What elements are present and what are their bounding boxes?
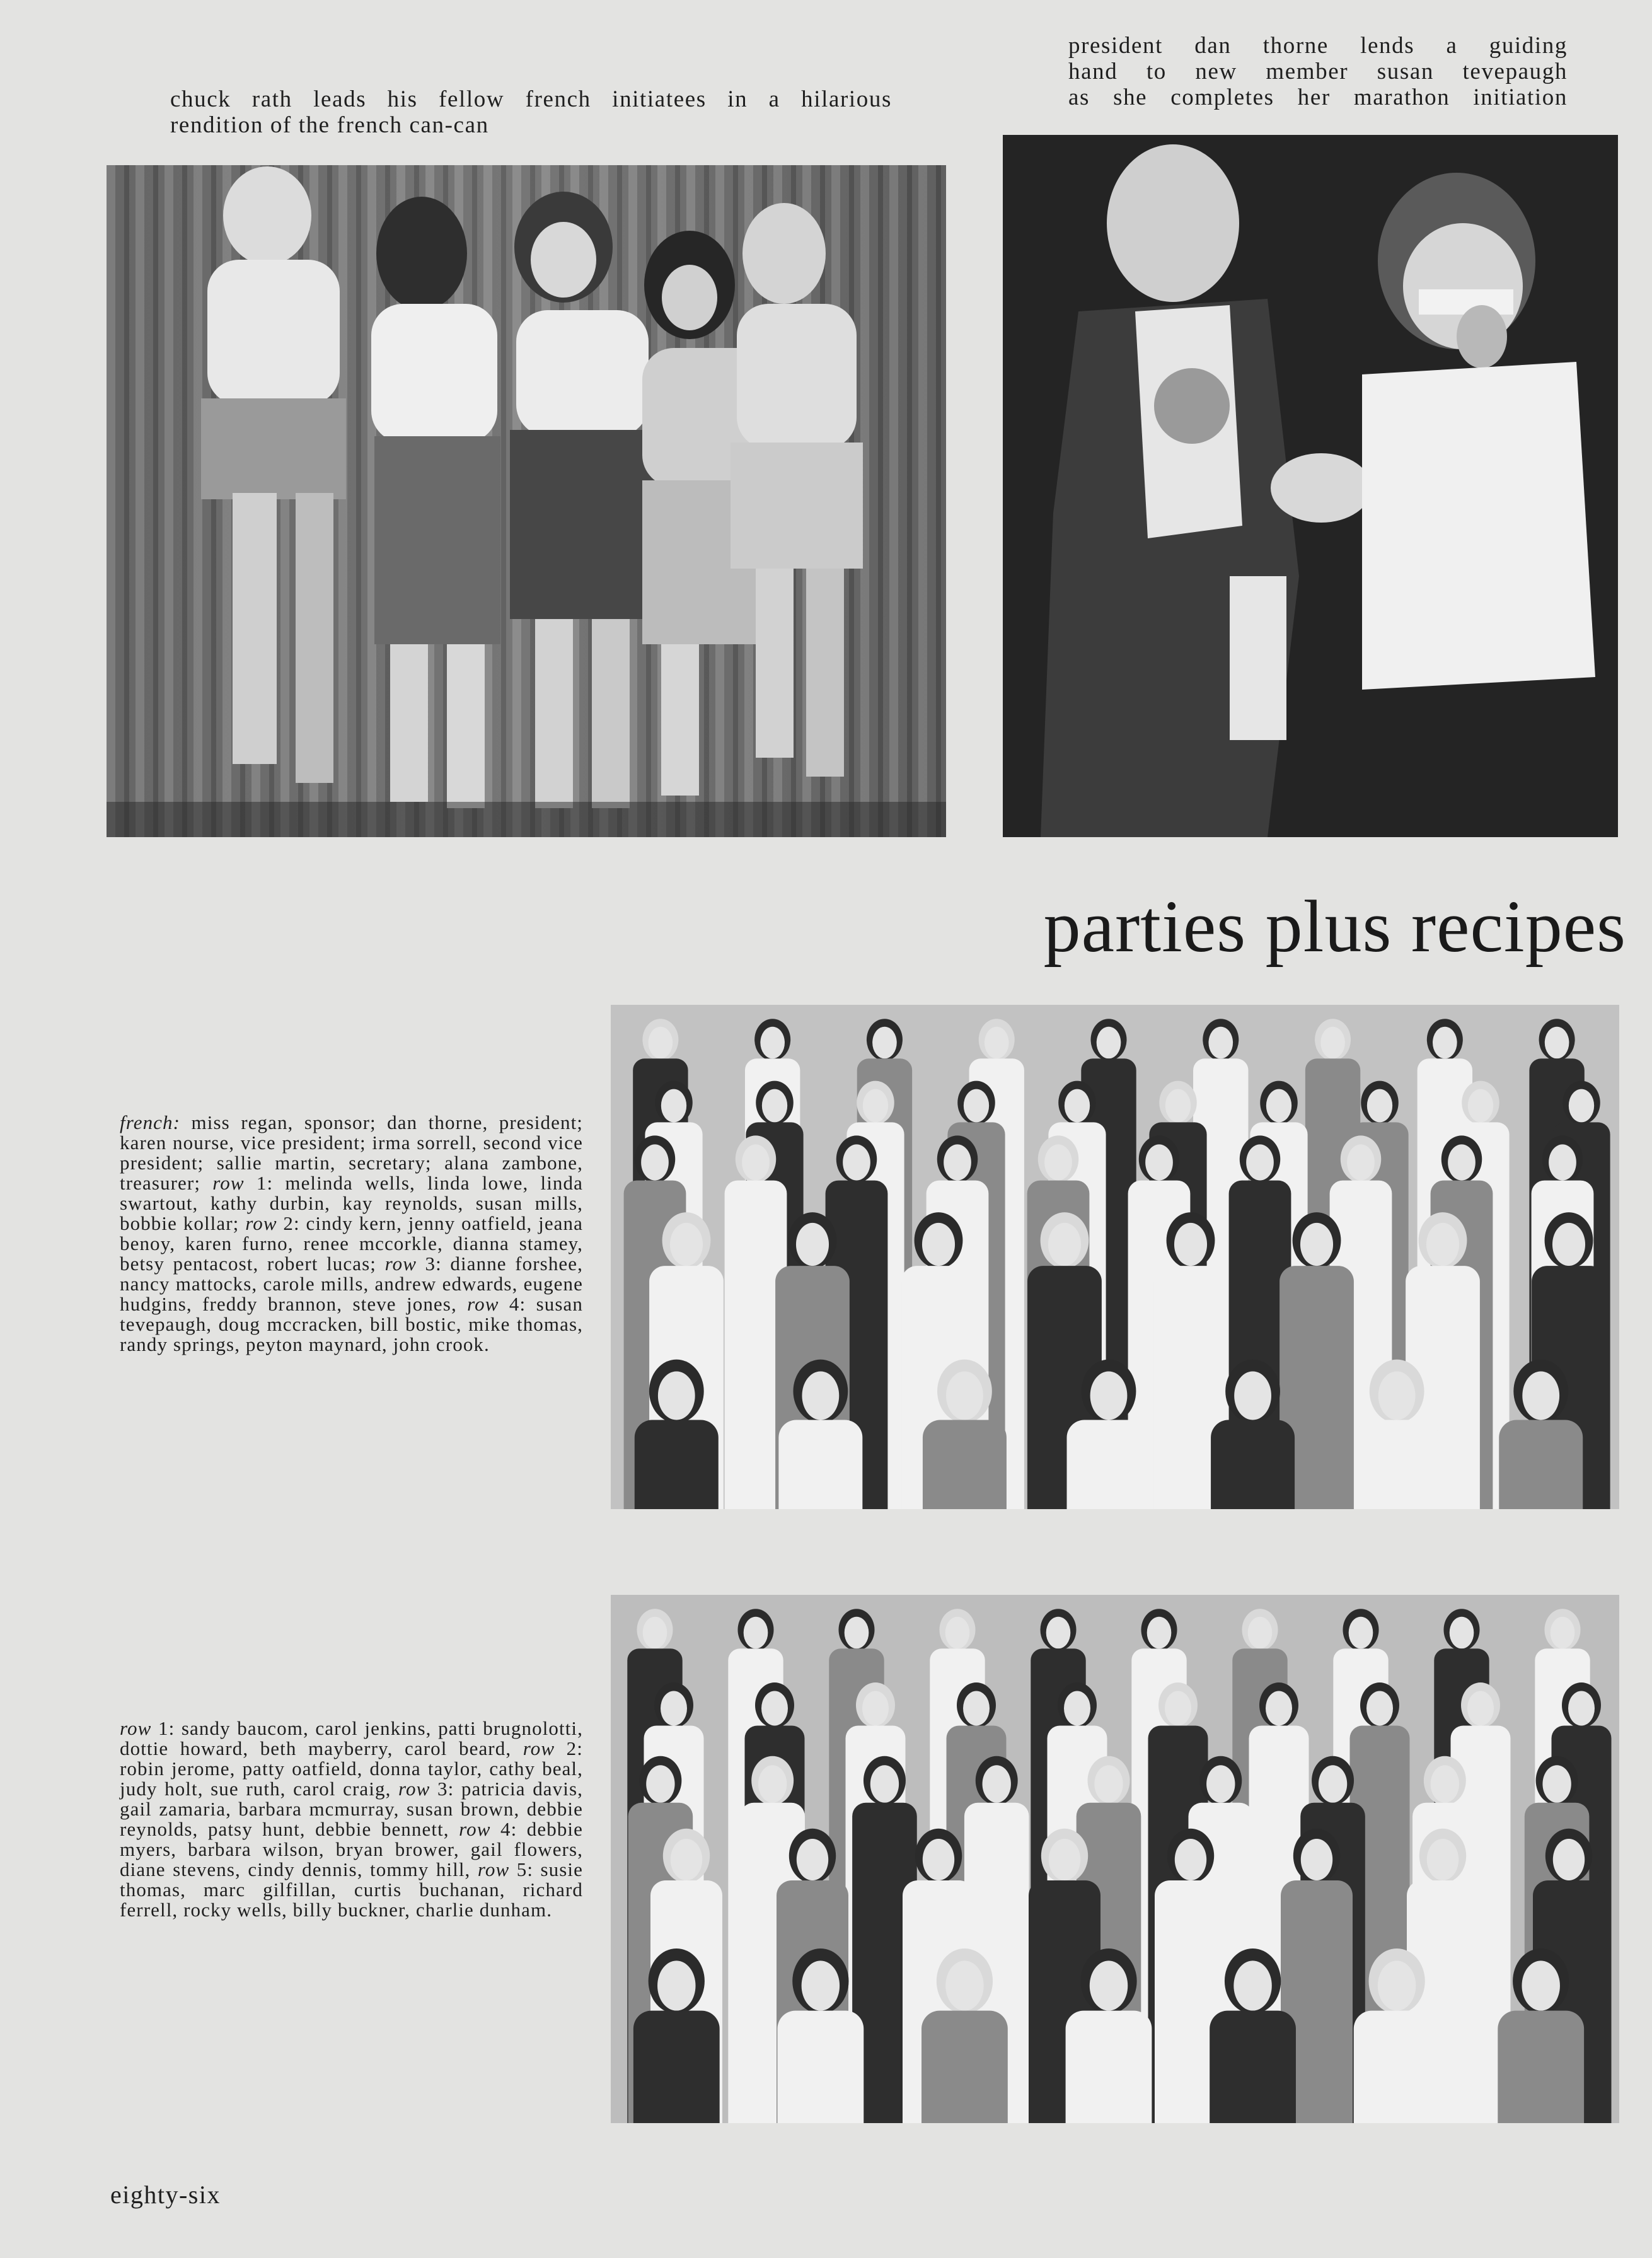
roster-marker: row — [120, 1717, 152, 1739]
person-face — [1233, 1960, 1271, 2010]
roster-text: 4: susan tevepaugh, doug mccracken, bill bostic, mike thomas, randy springs, peyton maynard, john crook. — [120, 1293, 583, 1355]
person-face — [872, 1027, 897, 1059]
person-face — [1147, 1617, 1172, 1649]
person-body — [1355, 1420, 1439, 1510]
person-body — [1354, 2011, 1440, 2123]
roster-marker: french: — [120, 1111, 181, 1133]
person-face — [1367, 1089, 1392, 1123]
person-face — [742, 1144, 770, 1180]
person-face — [661, 1089, 686, 1123]
person-face — [1426, 1223, 1459, 1266]
person-face — [843, 1144, 870, 1180]
person-face — [1301, 1839, 1332, 1880]
person-face — [1319, 1765, 1347, 1802]
person-face — [758, 1765, 787, 1802]
person-face — [963, 1691, 990, 1726]
roster-text: 3: patricia davis, gail zamaria, barbara mcmurray, susan brown, debbie reynolds, patsy hunt, debbie bennett, — [120, 1778, 583, 1840]
person-face — [1248, 1617, 1273, 1649]
person-face — [802, 1960, 840, 2010]
person-face — [649, 1027, 673, 1059]
person-face — [1044, 1144, 1072, 1180]
person-face — [1174, 1223, 1207, 1266]
person-body — [923, 1420, 1007, 1510]
person-face — [1206, 1765, 1235, 1802]
cancan-photo — [107, 165, 946, 837]
page-number: eighty-six — [110, 2180, 221, 2209]
person-body — [1067, 1420, 1151, 1510]
person-face — [1467, 1691, 1494, 1726]
person-body — [635, 1420, 719, 1510]
person-face — [1064, 1691, 1090, 1726]
person-face — [670, 1223, 703, 1266]
person-face — [1300, 1223, 1333, 1266]
person-face — [1065, 1089, 1090, 1123]
person-face — [1569, 1089, 1594, 1123]
person-body — [777, 2011, 864, 2123]
person-body — [1211, 1420, 1295, 1510]
person-face — [1048, 1223, 1081, 1266]
initiation-photo — [1003, 135, 1618, 837]
person-body — [1210, 2011, 1296, 2123]
person-face — [797, 1839, 828, 1880]
roster-text: 2: robin jerome, patty oatfield, donna taylor, cathy beal, judy holt, sue ruth, carol craig, — [120, 1737, 583, 1800]
roster-marker: row — [212, 1172, 245, 1194]
cancan-caption-line-2: rendition of the french can-can — [170, 112, 489, 138]
roster-marker: row — [384, 1253, 417, 1275]
person-face — [1568, 1691, 1595, 1726]
roster-text: 4: debbie myers, barbara wilson, bryan brower, gail flowers, diane stevens, cindy dennis, tommy hill, — [120, 1818, 583, 1880]
person-face — [1431, 1765, 1459, 1802]
person-face — [863, 1089, 888, 1123]
person-face — [1165, 1691, 1191, 1726]
cancan-caption-line-1: chuck rath leads his fellow french initiatees in a hilarious — [170, 86, 892, 112]
person-face — [761, 1691, 788, 1726]
person-face — [983, 1765, 1011, 1802]
person-face — [964, 1089, 989, 1123]
person-face — [1433, 1027, 1457, 1059]
second-group-roster — [120, 1718, 583, 1920]
initiation-caption — [1068, 33, 1568, 110]
person-face — [1165, 1089, 1191, 1123]
person-face — [661, 1691, 687, 1726]
person-face — [944, 1144, 971, 1180]
person-face — [1552, 1223, 1585, 1266]
roster-marker: row — [245, 1212, 277, 1234]
person-face — [744, 1617, 768, 1649]
person-face — [985, 1027, 1009, 1059]
person-face — [845, 1617, 869, 1649]
person-face — [796, 1223, 829, 1266]
person-face — [1145, 1144, 1173, 1180]
roster-text: 3: dianne forshee, nancy mattocks, carole mills, andrew edwards, eugene hudgins, freddy brannon, steve jones, — [120, 1253, 584, 1315]
person-face — [1090, 1960, 1128, 2010]
second-group-photo — [611, 1595, 1619, 2123]
person-face — [1349, 1617, 1373, 1649]
person-face — [922, 1223, 955, 1266]
person-face — [760, 1027, 785, 1059]
person-face — [870, 1765, 899, 1802]
person-face — [1427, 1839, 1458, 1880]
person-face — [641, 1144, 669, 1180]
roster-marker: row — [459, 1818, 491, 1840]
person-face — [1450, 1617, 1474, 1649]
person-face — [1448, 1144, 1476, 1180]
person-face — [1046, 1617, 1071, 1649]
person-face — [862, 1691, 889, 1726]
person-face — [1320, 1027, 1345, 1059]
initiation-caption-line-3: as she completes her marathon initiation — [1068, 84, 1568, 110]
person-face — [1553, 1839, 1585, 1880]
person-face — [946, 1372, 983, 1420]
person-face — [1542, 1765, 1571, 1802]
person-face — [1545, 1027, 1569, 1059]
page-heading: parties plus recipes — [1043, 885, 1626, 968]
person-face — [1090, 1372, 1128, 1420]
person-face — [1522, 1372, 1559, 1420]
person-face — [1234, 1372, 1271, 1420]
roster-marker: row — [467, 1293, 499, 1315]
person-face — [1378, 1960, 1416, 2010]
person-face — [671, 1839, 702, 1880]
initiation-caption-line-1: president dan thorne lends a guiding — [1068, 33, 1568, 59]
roster-text: 1: sandy baucom, carol jenkins, patti brugnolotti, dottie howard, beth mayberry, carol beard, — [120, 1717, 583, 1759]
person-face — [1266, 1089, 1291, 1123]
person-body — [778, 1420, 862, 1510]
person-face — [1347, 1144, 1375, 1180]
person-face — [1246, 1144, 1274, 1180]
cancan-caption — [170, 86, 892, 138]
person-face — [1549, 1144, 1576, 1180]
person-face — [762, 1089, 787, 1123]
french-club-roster — [120, 1113, 583, 1355]
person-face — [1551, 1617, 1575, 1649]
person-face — [945, 1960, 983, 2010]
roster-marker: row — [523, 1737, 555, 1759]
person-face — [945, 1617, 970, 1649]
person-body — [921, 2011, 1008, 2123]
person-face — [1378, 1372, 1416, 1420]
person-face — [1468, 1089, 1493, 1123]
person-face — [658, 1372, 695, 1420]
roster-text: 5: susie thomas, marc gilfillan, curtis buchanan, richard ferrell, rocky wells, billy buckner, charlie dunham. — [120, 1858, 583, 1921]
person-face — [646, 1765, 674, 1802]
roster-text: miss regan, sponsor; dan thorne, president; karen nourse, vice president; irma sorrell, second vice president; sallie martin, secretary; alana zambone, treasurer; — [120, 1111, 583, 1194]
person-body — [1498, 2011, 1584, 2123]
person-face — [657, 1960, 695, 2010]
person-body — [1066, 2011, 1152, 2123]
roster-text: 2: cindy kern, jenny oatfield, jeana benoy, karen furno, renee mccorkle, dianna stamey, betsy pentacost, robert lucas; — [120, 1212, 583, 1275]
person-face — [923, 1839, 954, 1880]
person-face — [1097, 1027, 1121, 1059]
person-body — [1499, 1420, 1583, 1510]
person-face — [1522, 1960, 1559, 2010]
person-face — [1366, 1691, 1393, 1726]
person-face — [1208, 1027, 1233, 1059]
person-face — [1266, 1691, 1292, 1726]
french-club-group-photo — [611, 1005, 1619, 1509]
roster-marker: row — [398, 1778, 430, 1800]
person-face — [1175, 1839, 1206, 1880]
person-face — [802, 1372, 839, 1420]
roster-marker: row — [477, 1858, 510, 1880]
person-body — [633, 2011, 720, 2123]
person-face — [1094, 1765, 1123, 1802]
person-face — [643, 1617, 667, 1649]
initiation-caption-line-2: hand to new member susan tevepaugh — [1068, 59, 1568, 84]
person-face — [1049, 1839, 1080, 1880]
roster-text: 1: melinda wells, linda lowe, linda swartout, kathy durbin, kay reynolds, susan mills, bobbie kollar; — [120, 1172, 583, 1234]
